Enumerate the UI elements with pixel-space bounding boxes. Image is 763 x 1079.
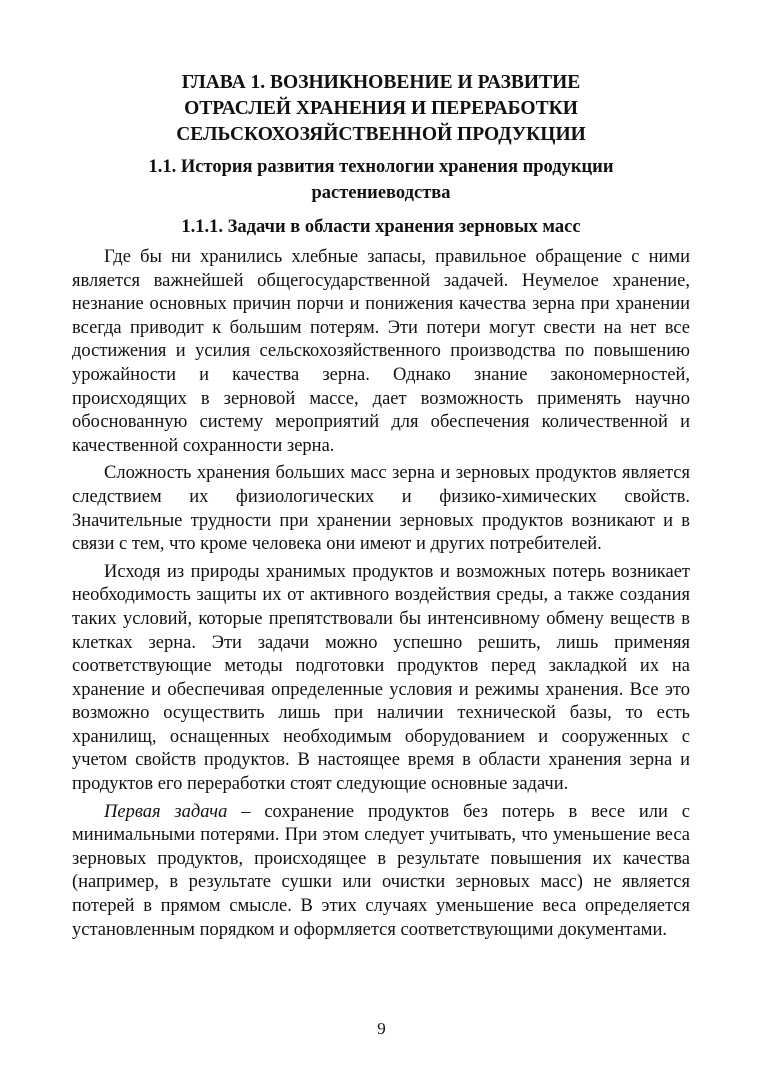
chapter-title <box>72 70 690 148</box>
paragraph-2: Сложность хранения больших масс зерна и зерновых продуктов является следствием их физиологических и физико-химических свойств. Значительные трудности при хранении зерновых продуктов возникают и в связи с тем, что кроме человека они имеют и других потребителей. <box>72 463 690 555</box>
subsection-title: 1.1.1. Задачи в области хранения зерновых масс <box>181 217 581 237</box>
paragraph-4-lead: Первая задача <box>104 801 228 822</box>
chapter-title-line-1: ГЛАВА 1. ВОЗНИКНОВЕНИЕ И РАЗВИТИЕ <box>181 72 581 93</box>
paragraph-4 <box>72 801 690 943</box>
paragraph-3: Исходя из природы хранимых продуктов и возможных потерь возникает необходимость защиты их от активного воздействия среды, а также создания таких условий, которые препятствовали бы интенсивному обмену веществ в клетках зерна. Эти задачи можно успешно решить, лишь применяя соответствующие методы подготовки продуктов перед закладкой их на хранение и обеспечивая определенные условия и режимы хранения. Все это возможно осуществить лишь при наличии технической базы, то есть хранилищ, оснащенных необходимым оборудованием и сооруженных с учетом свойств продуктов. В настоящее время в области хранения зерна и продуктов его переработки стоят следующие основные задачи. <box>72 561 690 795</box>
paragraph-4-text: – сохранение продуктов без потерь в весе или с минимальными потерями. При этом следует учитывать, что уменьшение веса зерновых продуктов, происходящее в результате повышения их качества (например, в результате сушки или очистки зерновых масс) не является потерей в прямом смысле. В этих случаях уменьшение веса определяется установленным порядком и оформляется соответствующими документами. <box>72 801 690 940</box>
chapter-title-line-2: ОТРАСЛЕЙ ХРАНЕНИЯ И ПЕРЕРАБОТКИ <box>184 98 578 119</box>
section-title <box>72 154 690 206</box>
chapter-title-line-3: СЕЛЬСКОХОЗЯЙСТВЕННОЙ ПРОДУКЦИИ <box>176 124 586 145</box>
page-number: 9 <box>377 1019 386 1038</box>
section-title-line-1: 1.1. История развития технологии хранения продукции <box>148 157 614 177</box>
paragraph-1: Где бы ни хранились хлебные запасы, правильное обращение с ними является важнейшей общегосударственной задачей. Неумелое хранение, незнание основных причин порчи и понижения качества зерна при хранении всегда приводит к большим потерям. Эти потери могут свести на нет все достижения и усилия сельскохозяйственного производства по повышению урожайности и качества зерна. Однако знание закономерностей, происходящих в зерновой массе, дает возможность применять научно обоснованную систему мероприятий для обеспечения количественной и качественной сохранности зерна. <box>72 247 690 456</box>
section-title-line-2: растениеводства <box>311 183 451 203</box>
document-page <box>72 70 690 946</box>
